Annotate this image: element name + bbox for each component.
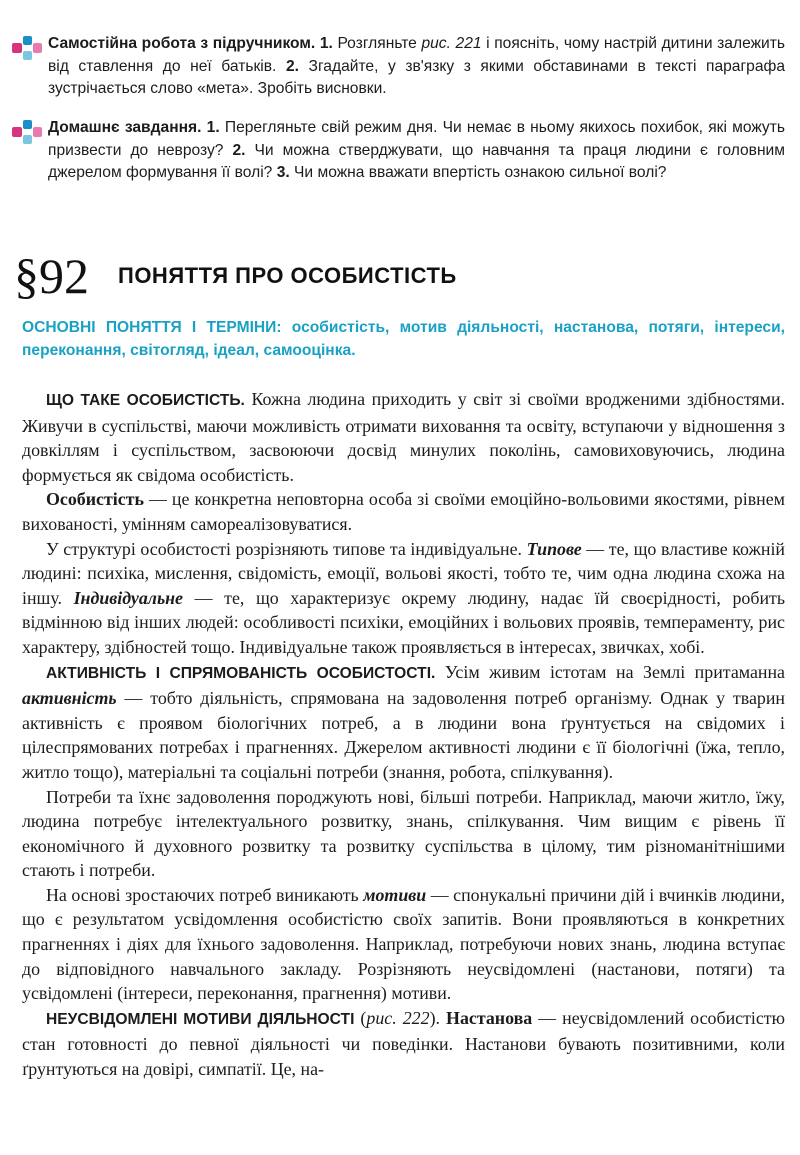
paragraph-needs [22,785,785,883]
self-work-text-1a: Розгляньте [332,35,422,52]
term-activity: активність [22,688,117,709]
term-personality: Особистість [46,489,144,510]
subheading-unconscious-motives: НЕУСВІДОМЛЕНІ МОТИВИ ДІЯЛЬНОСТІ [46,1010,355,1028]
homework-label: Домашнє завдання. [48,119,202,136]
self-work-label: Самостійна робота з підручником. [48,35,316,52]
homework-text-2: Чи можна стверджувати, що навчання та праця людини є головним джерелом формування її волі? [48,141,785,182]
homework-text-1: Перегляньте свій режим дня. Чи немає в ньому якихось похибок, які можуть призвести до неврозу? [48,119,785,159]
homework-number-2: 2. [232,141,246,159]
self-work-text-1b: і поясніть, чому настрій дитини залежить від ставлення до неї батьків. [48,35,785,75]
task-marker-icon [10,35,44,63]
paragraph-text: — спонукальні причини дій і вчинків людини, що є результатом усвідомлення особистістю своїх запитів. Вони проявляються в конкретних прагненнях і діях для їхнього задоволення. Наприклад, потребуючи нових знань, людина вступає до відповідного навчального закладу. Розрізняють неусвідомлені (настанови, потяги) та усвідомлені (інтереси, переконання, прагнення) мотиви. [22,884,786,1004]
homework-number-1: 1. [206,119,220,136]
paragraph-text: Кожна людина приходить у світ зі своїми вродженими здібностями. Живучи в суспільстві, маючи можливість отримати виховання та освіту, вступаючи у відношення з довкіллям і суспільством, засвоюючи досвід минулих поколінь, самовиховуючись, людина формується як свідома особистість. [22,389,786,485]
term-motives: мотиви [363,884,427,905]
self-work-number-2: 2. [285,57,299,75]
homework-text-3: Чи можна вважати впертість ознакою сильної волі? [289,164,667,182]
homework-number-3: 3. [276,164,290,182]
paragraph-unconscious-motives [22,1006,785,1082]
figure-ref-222: рис. 222 [366,1007,430,1028]
paragraph-text: Потреби та їхнє задоволення породжують нові, більші потреби. Наприклад, маючи житло, їжу, людина потребує інтелектуального розвитку, знань, спілкування. Чим вищим є рівень її економічного й духовного розвитку та розвитку суспільства в цілому, тим різноманітнішими стають і потреби. [22,786,785,881]
paragraph-text: — це конкретна неповторна особа зі своїми емоційно-вольовими якостями, рівнем вихованості, умінням самореалізовуватися. [22,489,785,534]
paragraph-text: Усім живим істотам на Землі притаманна [435,661,785,682]
key-terms: ОСНОВНІ ПОНЯТТЯ І ТЕРМІНИ: особистість, мотив діяльності, настанова, потяги, інтереси, переконання, світогляд, ідеал, самооцінка. [22,319,785,359]
subheading-what-is-personality: ЩО ТАКЕ ОСОБИСТІСТЬ. [46,392,245,409]
paragraph-what-is-personality [22,387,785,487]
paragraph-activity [22,660,785,785]
subheading-activity: АКТИВНІСТЬ І СПРЯМОВАНІСТЬ ОСОБИСТОСТІ. [46,664,436,682]
section-number: §92 [14,248,89,304]
paragraph-motives [22,883,785,1006]
section-title: ПОНЯТТЯ ПРО ОСОБИСТІСТЬ [118,263,457,288]
paragraph-text: — те, що характеризує окрему людину, надає їй своєрідності, робить відмінною від інших людей: особливості психіки, емоційних і вольових проявів, темпераменту, рис характеру, здібностей тощо. Індивідуальне також проявляється в інтересах, звичках, хобі. [22,587,785,657]
term-individual: Індивідуальне [73,587,184,608]
paragraph-text: На основі зростаючих потреб виникають [46,884,364,905]
homework-marker-icon [10,119,44,147]
paragraph-text: У структурі особистості розрізняють типове та індивідуальне. [46,538,527,559]
self-work-number-1: 1. [319,35,333,52]
term-setting: Настанова [446,1007,533,1028]
term-typical: Типове [526,538,582,559]
body-text [22,387,785,1082]
self-work-task [10,33,785,101]
paragraph-typical-individual [22,537,785,660]
paragraph-text: ). [429,1007,447,1028]
paragraph-personality-definition [22,487,785,536]
paragraph-text: ( [354,1007,367,1028]
figure-ref-221: рис. 221 [421,35,482,52]
self-work-text-2: Згадайте, у зв'язку з якими обставинами в тексті параграфа зустрічається слово «мета». Зробіть висновки. [48,57,785,98]
paragraph-text: — тобто діяльність, спрямована на задоволення потреб організму. Однак у тварин активність є проявом біологічних потреб, а в людини вона ґрунтується на свідомих і цілеспрямованих потребах і прагненнях. Джерелом активності людини є її біологічні (їжа, тепло, житло тощо), матеріальні та соціальні потреби (знання, робота, спілкування). [22,688,785,782]
section-heading [14,246,784,306]
paragraph-text: — те, що властиве кожній людині: психіка, мислення, свідомість, емоції, вольові якості, тобто те, чим одна людина схожа на іншу. [22,538,785,608]
paragraph-text: — неусвідомлений особистістю стан готовності до певної діяльності чи поведінки. Настанови бувають позитивними, коли ґрунтуються на довірі, симпатії. Це, на- [22,1007,785,1080]
homework-task [10,117,785,185]
